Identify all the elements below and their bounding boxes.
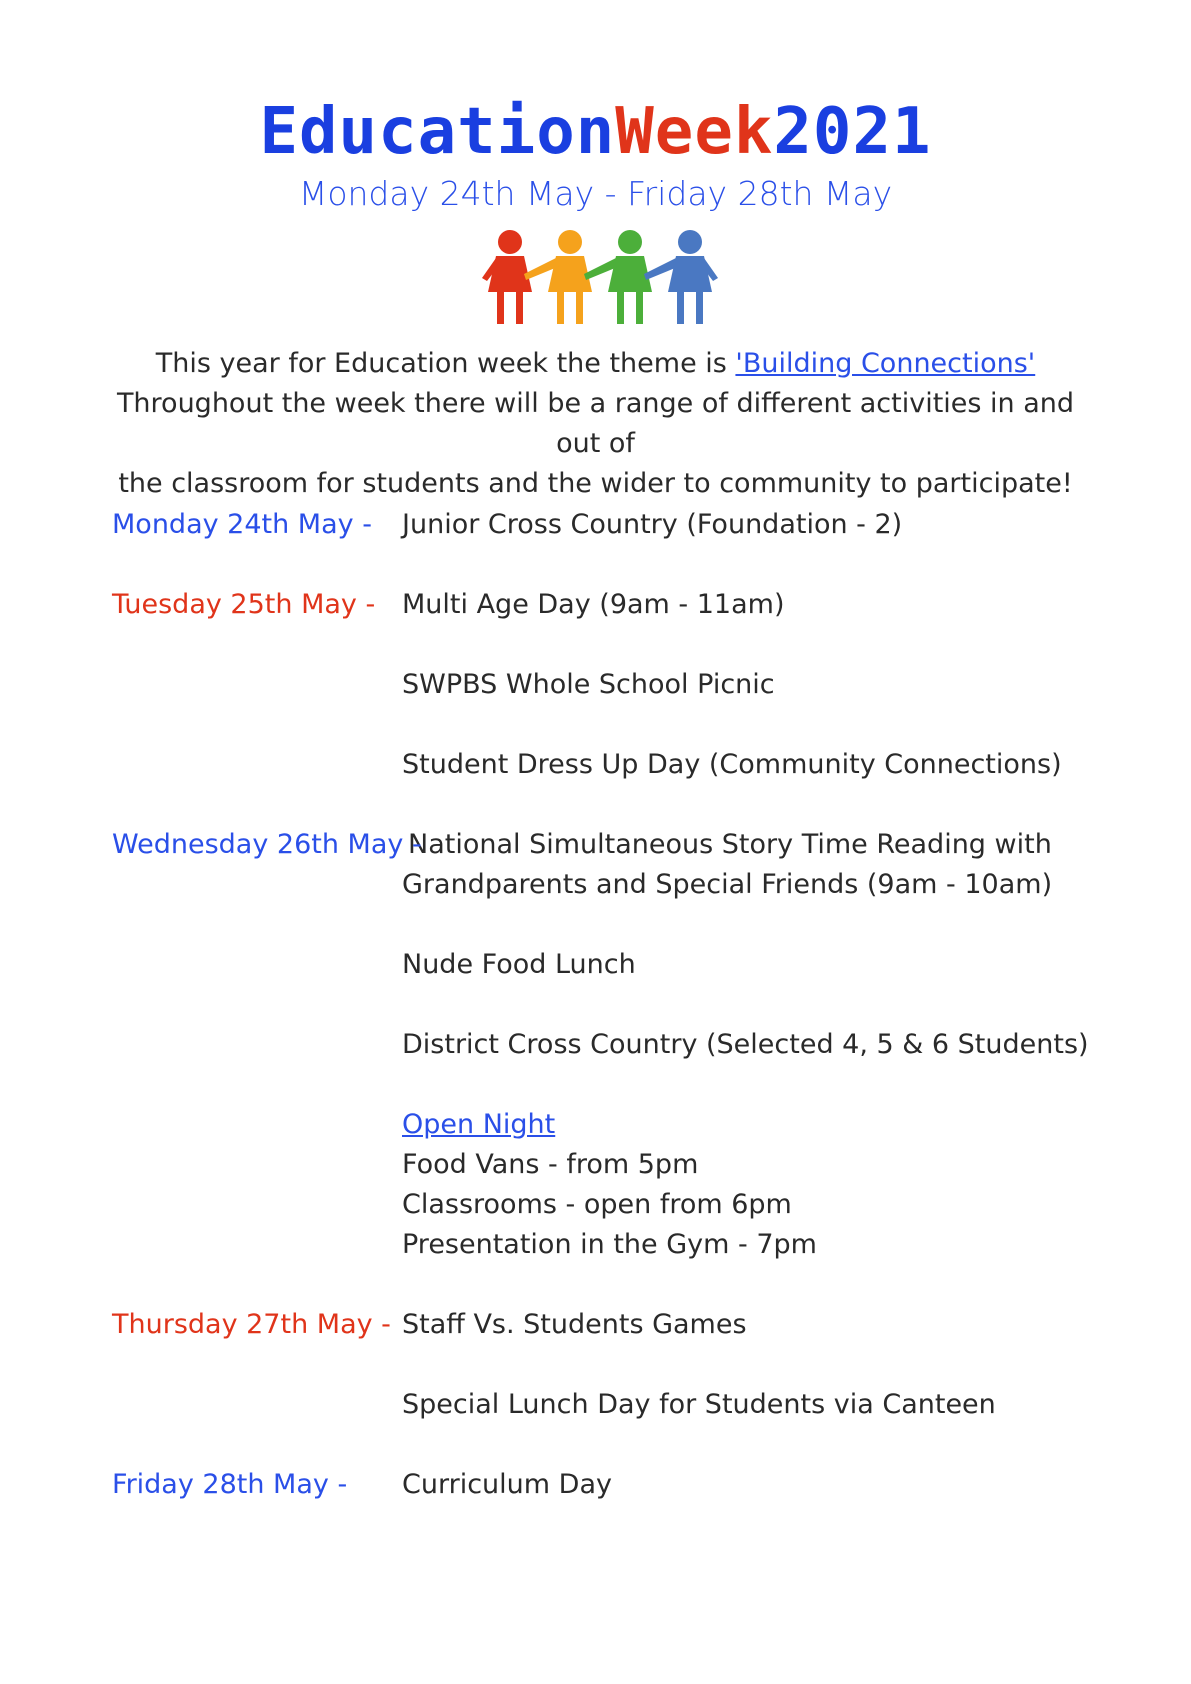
open-night-detail: Presentation in the Gym - 7pm: [402, 1229, 817, 1260]
title-part-2: ducation: [299, 95, 616, 169]
intro-line-2: Throughout the week there will be a range of different activities in and out of: [116, 388, 1075, 459]
event-item: Staff Vs. Students Games: [402, 1309, 747, 1340]
date-range-subtitle: Monday 24th May - Friday 28th May: [298, 174, 893, 213]
event-item: National Simultaneous Story Time Reading with Grandparents and Special Friends (9am - 10am): [402, 829, 1053, 900]
intro-line-1: This year for Education week the theme is 'Building Connections': [155, 348, 1036, 379]
event-item: SWPBS Whole School Picnic: [402, 669, 775, 700]
person-orange-icon: [524, 230, 592, 324]
event-item: Multi Age Day (9am - 11am): [402, 589, 785, 620]
page-title: [0, 92, 1191, 172]
event-item: Nude Food Lunch: [402, 949, 636, 980]
event-item: District Cross Country (Selected 4, 5 & 6 Students): [402, 1029, 1089, 1060]
day-wednesday: [112, 825, 1112, 1265]
day-thursday: [112, 1305, 1112, 1425]
event-item: Junior Cross Country (Foundation - 2): [402, 509, 903, 540]
open-night-link[interactable]: Open Night: [402, 1109, 556, 1140]
title-part-1: E: [259, 95, 300, 169]
open-night-detail: Food Vans - from 5pm: [402, 1149, 699, 1180]
day-label: Thursday 27th May -: [112, 1309, 391, 1340]
day-tuesday: [112, 585, 1112, 785]
title-part-4: 2021: [773, 95, 932, 169]
title-part-3: Week: [615, 95, 774, 169]
event-item: Student Dress Up Day (Community Connections): [402, 749, 1062, 780]
weekly-schedule: [112, 505, 1112, 1505]
event-item: Special Lunch Day for Students via Canteen: [402, 1389, 996, 1420]
theme-link[interactable]: 'Building Connections': [735, 348, 1036, 379]
day-label: Monday 24th May -: [112, 509, 372, 540]
day-label: Friday 28th May -: [112, 1469, 348, 1500]
day-friday: [112, 1465, 1112, 1505]
person-blue-icon: [644, 230, 718, 324]
intro-paragraph: [110, 344, 1081, 504]
people-holding-hands-icon: [480, 228, 720, 328]
person-red-icon: [482, 230, 532, 324]
intro-line-3: the classroom for students and the wider to community to participate!: [118, 468, 1073, 499]
open-night-block: [402, 1105, 1112, 1265]
open-night-detail: Classrooms - open from 6pm: [402, 1189, 792, 1220]
person-green-icon: [584, 230, 652, 324]
event-item: Curriculum Day: [402, 1469, 612, 1500]
day-label: Wednesday 26th May -: [112, 829, 422, 860]
day-label: Tuesday 25th May -: [112, 589, 376, 620]
day-monday: [112, 505, 1112, 545]
